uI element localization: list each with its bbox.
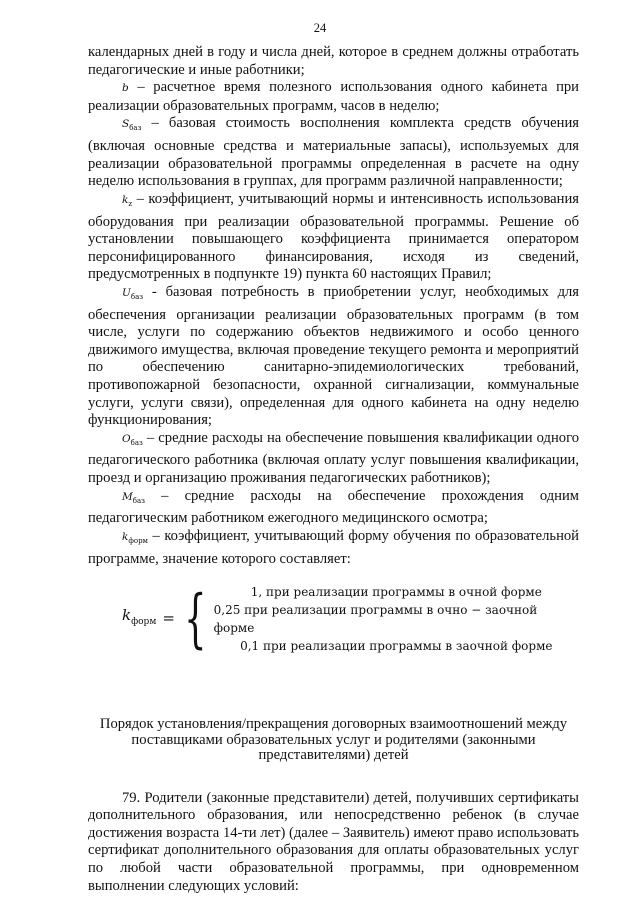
paragraph-u-baz xyxy=(88,284,579,430)
document-body xyxy=(88,44,579,895)
formula-case: 0,1 при реализации программы в заочной форме xyxy=(240,639,553,654)
paragraph-text: - базовая потребность в приобретении услуг, необходимых для обеспечения организации реализации образовательных программ (в том числе, услуги по содержанию объектов недвижимого и особо ценного движимого имущества, включая проведение текущего ремонта и мероприятий по обеспечению санитарно-эпидемиологических требований, противопожарной безопасности, охранной сигнализации, коммунальные услуги, услуги связи), определенная для одного кабинета на одну неделю функционирования; xyxy=(88,283,579,429)
paragraph-b xyxy=(88,79,579,115)
paragraph-text: – средние расходы на обеспечение повышения квалификации одного педагогического работника (включая оплату услуг повышения квалификации, проезд и организацию проживания педагогических работников); xyxy=(88,429,579,487)
paragraph-text: – коэффициент, учитывающий нормы и интенсивность использования оборудования при реализации образовательной программы. Решение об установлении повышающего коэффициента принимается оператором персонифицированного финансирования, исходя из сведений, предусмотренных в подпункте 19) пункта 60 настоящих Правил; xyxy=(88,190,579,283)
paragraph-s-baz xyxy=(88,115,579,190)
paragraph-text: – коэффициент, учитывающий форму обучения по образовательной программе, значение которого составляет: xyxy=(88,527,579,567)
symbol-m-baz: $M_{баз}$ xyxy=(122,490,145,505)
formula-k-form xyxy=(122,582,579,657)
formula-lhs: $k_{форм}$ xyxy=(122,605,157,627)
formula-case: 1, при реализации программы в очной форме xyxy=(250,585,542,600)
symbol-k-z: $k_z$ xyxy=(122,193,133,208)
paragraph-o-baz xyxy=(88,430,579,488)
paragraph-text: – базовая стоимость восполнения комплекта средств обучения (включая основные средства и материальные запасы), используемых для реализации образовательной программы определенная в расчете на одну неделю использования в группах, для программ различной направленности; xyxy=(88,115,579,190)
paragraph-k-z xyxy=(88,191,579,284)
symbol-k-form: $k_{форм}$ xyxy=(122,530,148,545)
paragraph-text: – расчетное время полезного использования одного кабинета при реализации образовательных программ, часов в неделю; xyxy=(88,79,579,114)
page-number: 24 xyxy=(313,21,327,35)
paragraph-text: – средние расходы на обеспечение прохождения одним педагогическим работником ежегодного медицинского осмотра; xyxy=(88,487,579,527)
paragraph-m-baz xyxy=(88,488,579,528)
paragraph-k-form xyxy=(88,528,579,568)
section-heading: Порядок установления/прекращения договорных взаимоотношений между поставщиками образовательных услуг и родителями (законными представителями) детей xyxy=(99,716,568,764)
formula-cases xyxy=(214,583,579,655)
formula-case: 0,25 при реализации программы в очно − заочной форме xyxy=(213,603,538,636)
formula-equals: = xyxy=(162,609,175,628)
symbol-u-baz: $U_{баз}$ xyxy=(122,286,144,301)
symbol-o-baz: $O_{баз}$ xyxy=(122,432,143,447)
symbol-s-baz: $S_{баз}$ xyxy=(122,118,142,133)
paragraph: календарных дней в году и числа дней, которое в среднем должны отработать педагогические и иные работники; xyxy=(88,44,579,78)
paragraph-79: 79. Родители (законные представители) детей, получивших сертификаты дополнительного образования, или непосредственно ребенок (в случае достижения возраста 14-ти лет) (далее – Заявитель) имеют право использовать сертификат дополнительного образования для оплаты образовательных услуг по любой части образовательной программы, при одновременном выполнении следующих условий: xyxy=(88,789,579,894)
left-brace: { xyxy=(184,582,207,657)
symbol-b: b xyxy=(122,82,129,95)
